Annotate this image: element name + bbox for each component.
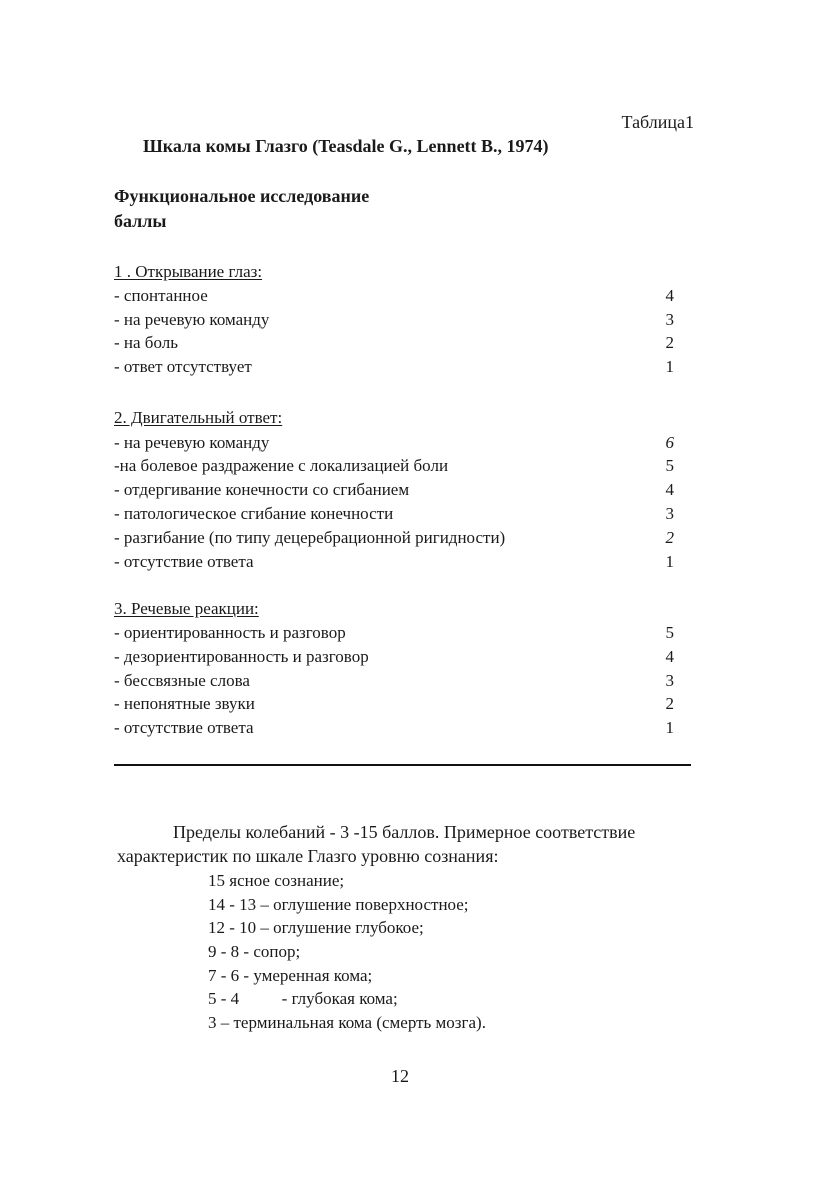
table-row — [114, 694, 674, 714]
table-row — [114, 310, 674, 330]
row-label: - разгибание (по типу децеребрационной ригидности) — [114, 528, 506, 547]
table-row — [114, 480, 674, 500]
table-row — [114, 552, 674, 572]
row-score: 5 — [665, 456, 674, 475]
heading-functional-study: Функциональное исследование — [114, 186, 370, 206]
scale-item: 5 - 4 - глубокая кома; — [208, 989, 398, 1008]
scale-item: 12 - 10 – оглушение глубокое; — [208, 918, 424, 937]
row-label: - отдергивание конечности со сгибанием — [114, 480, 410, 499]
row-label: - ответ отсутствует — [114, 357, 252, 376]
row-score: 1 — [665, 552, 674, 571]
row-label: - бессвязные слова — [114, 671, 250, 690]
table-row — [114, 504, 674, 524]
scale-item: 14 - 13 – оглушение поверхностное; — [208, 895, 469, 914]
paragraph-line-2: характеристик по шкале Глазго уровню сознания: — [117, 846, 499, 866]
table-label: Таблица1 — [621, 112, 694, 132]
table-row — [114, 528, 674, 548]
row-score: 2 — [665, 528, 674, 547]
page-number: 12 — [391, 1066, 409, 1086]
row-score: 3 — [665, 310, 674, 329]
row-label: - отсутствие ответа — [114, 552, 254, 571]
table-row — [114, 647, 674, 667]
section-title-eye-opening: 1 . Открывание глаз: — [114, 262, 263, 281]
row-score: 1 — [665, 718, 674, 737]
section-title-verbal-response: 3. Речевые реакции: — [114, 599, 259, 618]
row-label: - на речевую команду — [114, 310, 270, 329]
row-label: - на боль — [114, 333, 178, 352]
row-label: - патологическое сгибание конечности — [114, 504, 394, 523]
table-row — [114, 357, 674, 377]
table-row — [114, 333, 674, 353]
table-row — [114, 433, 674, 453]
table-title: Шкала комы Глазго (Teasdale G., Lennett B., 1974) — [143, 136, 549, 156]
row-score: 2 — [665, 694, 674, 713]
section-title-motor-response: 2. Двигательный ответ: — [114, 408, 283, 427]
row-label: - дезориентированность и разговор — [114, 647, 369, 666]
scale-item: 7 - 6 - умеренная кома; — [208, 966, 373, 985]
row-score: 5 — [665, 623, 674, 642]
row-score: 3 — [665, 504, 674, 523]
table-row — [114, 286, 674, 306]
table-row — [114, 456, 674, 476]
table-row — [114, 718, 674, 738]
scale-item: 15 ясное сознание; — [208, 871, 345, 890]
row-score: 4 — [665, 286, 674, 305]
row-label: -на болевое раздражение с локализацией боли — [114, 456, 449, 475]
row-label: - ориентированность и разговор — [114, 623, 346, 642]
row-score: 2 — [665, 333, 674, 352]
heading-points: баллы — [114, 211, 167, 231]
horizontal-rule — [114, 764, 691, 766]
paragraph-line-1: Пределы колебаний - 3 -15 баллов. Примерное соответствие — [173, 822, 636, 842]
row-score: 3 — [665, 671, 674, 690]
row-score: 4 — [665, 480, 674, 499]
table-row — [114, 623, 674, 643]
scale-item: 3 – терминальная кома (смерть мозга). — [208, 1013, 486, 1032]
table-row — [114, 671, 674, 691]
row-score: 1 — [665, 357, 674, 376]
row-score: 6 — [665, 433, 674, 452]
row-label: - на речевую команду — [114, 433, 270, 452]
row-label: - непонятные звуки — [114, 694, 255, 713]
row-score: 4 — [665, 647, 674, 666]
scale-item: 9 - 8 - сопор; — [208, 942, 301, 961]
row-label: - отсутствие ответа — [114, 718, 254, 737]
row-label: - спонтанное — [114, 286, 208, 305]
